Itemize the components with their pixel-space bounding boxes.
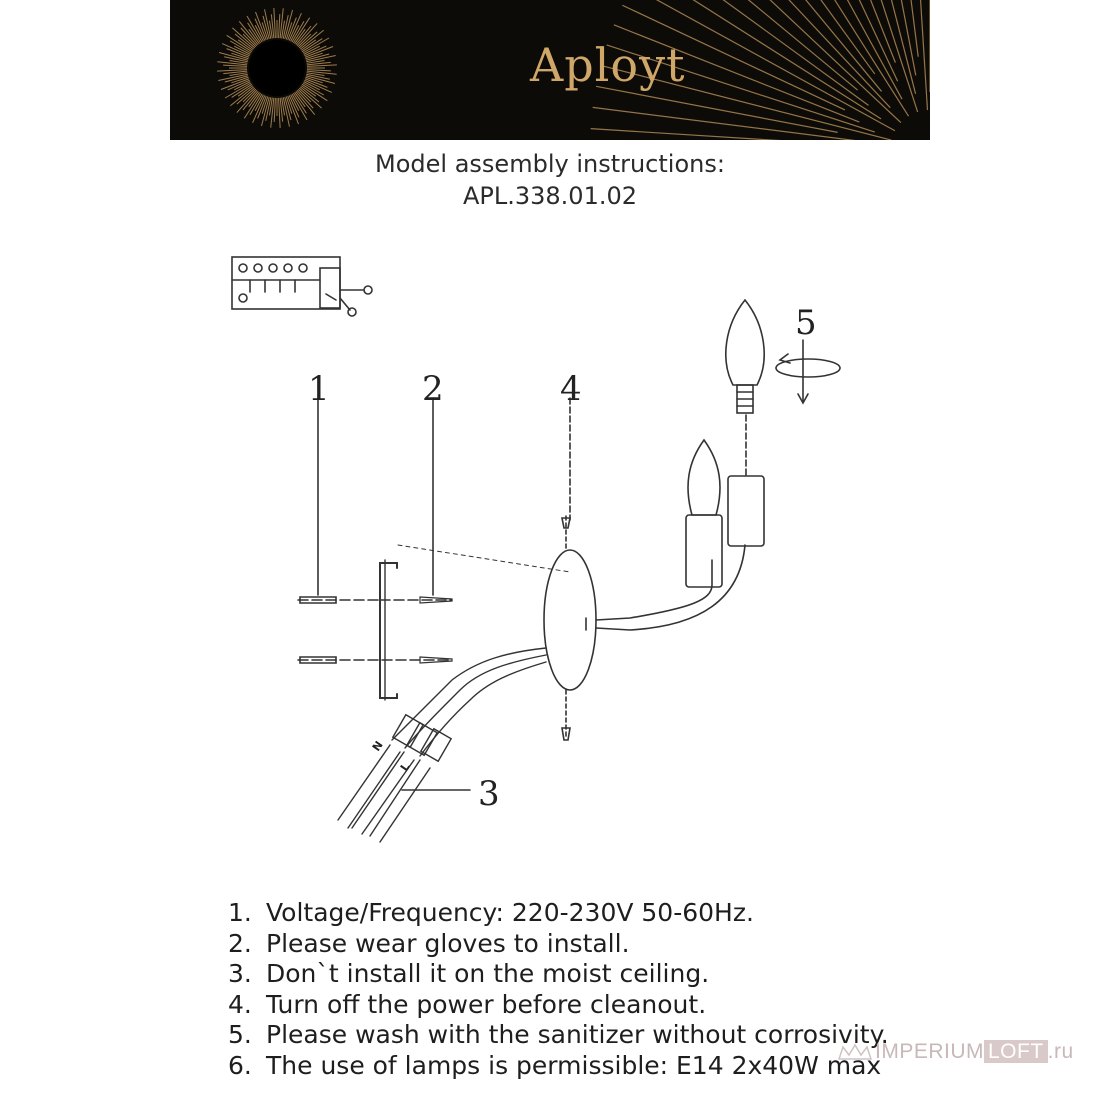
watermark-part1: IMPERIUM (875, 1040, 984, 1063)
mounting-bracket (380, 563, 397, 698)
candle-bulb-icon (726, 300, 764, 385)
watermark (835, 1040, 1074, 1064)
list-item: 3. Don`t install it on the moist ceiling. (228, 959, 710, 988)
watermark-part2: LOFT (984, 1040, 1048, 1063)
callout-3: 3 (478, 774, 500, 814)
watermark-part3: .ru (1047, 1040, 1074, 1063)
wire-label-n: N (369, 738, 386, 754)
list-item: 1. Voltage/Frequency: 220-230V 50-60Hz. (228, 898, 754, 927)
callout-4: 4 (560, 369, 582, 409)
list-item: 2. Please wear gloves to install. (228, 928, 630, 958)
candle-bulb-icon (688, 440, 720, 515)
callout-5: 5 (795, 303, 817, 343)
wire-bundle (338, 648, 546, 842)
wire-label-l: L (397, 760, 413, 774)
screw-anchor-top (298, 597, 452, 603)
brand-logo-text: Aployt (530, 38, 686, 92)
instruction-notes (228, 898, 889, 1081)
callout-1: 1 (308, 369, 330, 409)
model-number: APL.338.01.02 (462, 182, 638, 210)
list-item: 5. Please wash with the sanitizer without corrosivity. (228, 1020, 889, 1049)
document-title: Model assembly instructions: (375, 150, 725, 178)
callout-2: 2 (422, 369, 444, 409)
rotate-arrow-icon (776, 340, 840, 403)
screw-anchor-bottom (298, 657, 452, 663)
terminal-block-icon (232, 257, 372, 316)
wall-plate (544, 550, 596, 690)
list-item: 6. The use of lamps is permissible: E14 2x40W max (228, 1050, 882, 1080)
list-item: 4. Turn off the power before cleanout. (228, 989, 707, 1019)
crown-logo-icon (835, 1041, 875, 1063)
